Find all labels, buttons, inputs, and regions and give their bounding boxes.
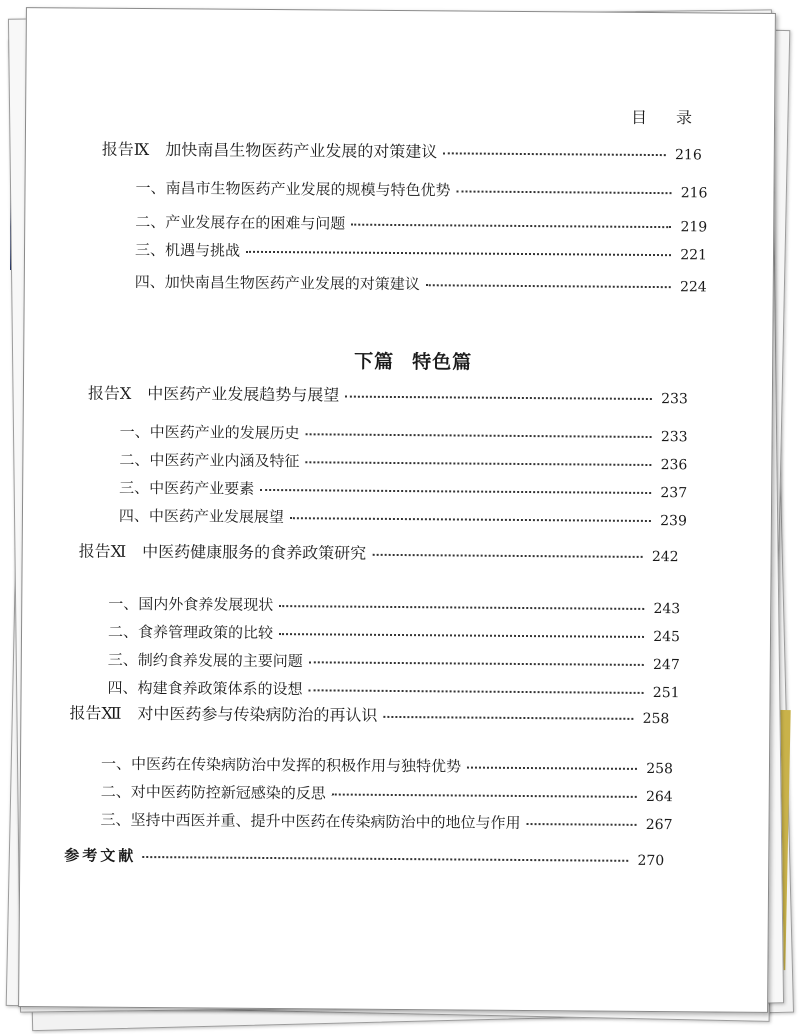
toc-entry [108, 649, 680, 674]
toc-entry [108, 593, 680, 618]
toc-page-number: 224 [679, 279, 707, 296]
toc-page-number: 258 [642, 710, 670, 728]
toc-entry-text: 二、中医药产业内涵及特征 [119, 450, 300, 471]
toc-entry-text: 报告Ⅻ 对中医药参与传染病防治的再认识 [69, 703, 378, 725]
toc-entry-text: 四、中医药产业发展展望 [118, 506, 285, 527]
toc-entry-report-10 [88, 381, 688, 409]
toc-entry-text: 二、食养管理政策的比较 [107, 622, 274, 643]
toc-entry [119, 477, 687, 502]
toc-page-number: 264 [645, 788, 673, 806]
leader-dots [306, 433, 652, 438]
toc-entry-text: 参考文献 [64, 846, 137, 865]
toc-entry [135, 271, 707, 296]
toc-entry [135, 239, 707, 264]
toc-entry-text: 三、制约食养发展的主要问题 [107, 650, 303, 671]
leader-dots [351, 224, 671, 229]
toc-entry [120, 421, 688, 446]
toc-entry-references [64, 844, 664, 870]
toc-entry-text: 二、产业发展存在的困难与问题 [135, 212, 346, 233]
toc-entry [108, 677, 680, 702]
toc-entry [101, 781, 673, 806]
toc-page-number: 219 [680, 219, 708, 236]
toc-entry-text: 三、坚持中西医并重、提升中医药在传染病防治中的地位与作用 [100, 810, 521, 832]
leader-dots [260, 489, 651, 494]
toc-entry-text: 一、中医药产业的发展历史 [119, 422, 300, 443]
toc-page-number: 216 [674, 147, 702, 164]
leader-dots [305, 461, 651, 466]
toc-page-number: 245 [653, 629, 681, 646]
section-title [354, 347, 472, 375]
toc-page-number: 216 [680, 185, 708, 202]
toc-entry-report-9 [102, 137, 702, 165]
leader-dots [443, 152, 666, 156]
toc-entry-text: 三、机遇与挑战 [134, 240, 241, 260]
toc-page-number: 251 [652, 685, 680, 702]
leader-dots [279, 605, 644, 610]
page-header: 目 录 [630, 107, 705, 128]
toc-entry [119, 449, 687, 474]
toc-entry [100, 809, 672, 834]
leader-dots [372, 554, 642, 558]
toc-page-number: 258 [646, 760, 674, 778]
leader-dots [467, 767, 637, 770]
toc-entry [119, 505, 687, 530]
toc-entry-text: 报告Ⅺ 中医药健康服务的食养政策研究 [78, 541, 367, 563]
toc-entry [108, 621, 680, 646]
leader-dots [383, 716, 633, 720]
leader-dots [309, 661, 644, 666]
toc-entry-text: 四、构建食养政策体系的设想 [107, 678, 303, 699]
toc-page-number: 242 [651, 549, 679, 566]
toc-entry [101, 753, 673, 778]
toc-entry-text: 一、国内外食养发展现状 [108, 594, 274, 615]
toc-entry [135, 211, 707, 236]
toc-page-number: 243 [653, 601, 681, 618]
toc-page-number: 233 [660, 429, 688, 446]
toc-page-number: 236 [660, 457, 688, 474]
toc-page-number: 270 [637, 852, 665, 870]
toc-entry-text: 报告Ⅸ 加快南昌生物医药产业发展的对策建议 [101, 139, 438, 162]
toc-page-number: 221 [680, 247, 708, 264]
toc-entry-text: 四、加快南昌生物医药产业发展的对策建议 [134, 272, 420, 294]
leader-dots [332, 793, 637, 797]
toc-page-number: 247 [652, 657, 680, 674]
leader-dots [246, 251, 671, 256]
leader-dots [279, 633, 644, 638]
leader-dots [142, 856, 628, 862]
toc-entry-text: 二、对中医药防控新冠感染的反思 [100, 782, 326, 803]
toc-entry-report-12 [69, 700, 669, 728]
toc-page [18, 7, 776, 1013]
toc-page-number: 233 [661, 391, 688, 408]
toc-page-number: 267 [645, 816, 673, 834]
leader-dots [309, 689, 644, 694]
toc-entry-text: 三、中医药产业要素 [119, 478, 255, 498]
toc-entry [135, 177, 707, 202]
toc-page-number: 239 [660, 513, 687, 530]
leader-dots [426, 284, 671, 288]
toc-entry-report-11 [79, 539, 679, 567]
leader-dots [457, 190, 672, 194]
toc-entry-text: 报告Ⅹ 中医药产业发展趋势与展望 [87, 383, 340, 405]
leader-dots [290, 517, 651, 522]
toc-page-number: 237 [660, 485, 688, 502]
toc-entry-text: 一、南昌市生物医药产业发展的规模与特色优势 [135, 178, 451, 200]
toc-entry-text: 一、中医药在传染病防治中发挥的积极作用与独特优势 [100, 754, 462, 776]
leader-dots [527, 823, 637, 826]
section-name: 特色篇 [412, 351, 473, 374]
section-part: 下篇 [354, 350, 395, 373]
leader-dots [345, 396, 652, 400]
